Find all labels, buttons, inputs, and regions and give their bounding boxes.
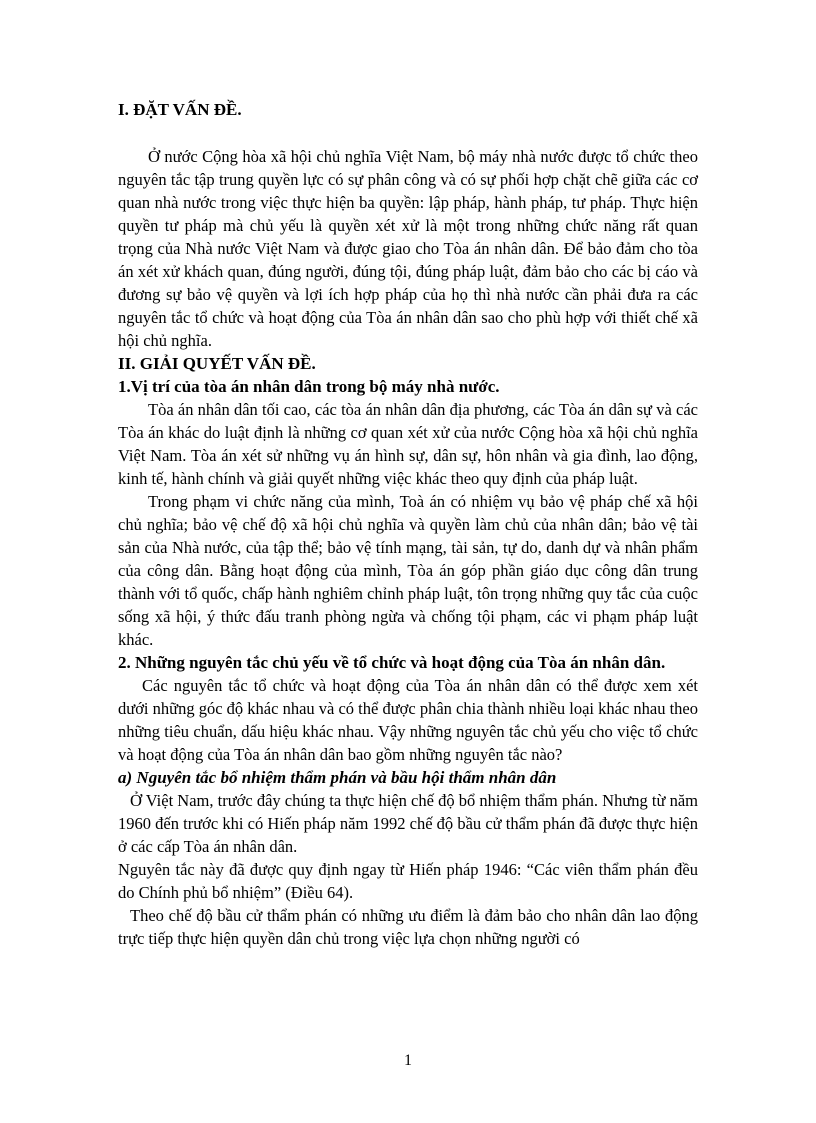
section-2-heading: II. GIẢI QUYẾT VẤN ĐỀ. bbox=[118, 354, 316, 373]
subsection-2a-heading: a) Nguyên tắc bổ nhiệm thẩm phán và bầu hội thẩm nhân dân bbox=[118, 768, 557, 787]
page-number: 1 bbox=[404, 1052, 412, 1069]
subsection-1-heading: 1.Vị trí của tòa án nhân dân trong bộ máy nhà nước. bbox=[118, 377, 500, 396]
section-1-paragraph: Ở nước Cộng hòa xã hội chủ nghĩa Việt Nam, bộ máy nhà nước được tổ chức theo nguyên tắc tập trung quyền lực có sự phân công và có sự phối hợp chặt chẽ giữa các cơ quan nhà nước trong việc thực hiện ba quyền: lập pháp, hành pháp, tư pháp. Thực hiện quyền tư pháp mà chủ yếu là quyền xét xử là một trong những chức năng rất quan trọng của Nhà nước Việt Nam và được giao cho Tòa án nhân dân. Để bảo đảm cho tòa án xét xử khách quan, đúng người, đúng tội, đúng pháp luật, đảm bảo cho các bị cáo và đương sự bảo vệ quyền và lợi ích hợp pháp của họ thì nhà nước cần phải đưa ra các nguyên tắc tổ chức và hoạt động của Tòa án nhân dân sao cho phù hợp với thiết chế xã hội chủ nghĩa. bbox=[118, 147, 698, 350]
document-page bbox=[118, 98, 698, 950]
subsection-2a-paragraph-1: Ở Việt Nam, trước đây chúng ta thực hiện chế độ bổ nhiệm thẩm phán. Nhưng từ năm 1960 đến trước khi có Hiến pháp năm 1992 chế độ bầu cử thẩm phán đã được thực hiện ở các cấp Tòa án nhân dân. bbox=[118, 791, 698, 856]
subsection-2a-paragraph-2: Nguyên tắc này đã được quy định ngay từ Hiến pháp 1946: “Các viên thẩm phán đều do Chính phủ bổ nhiệm” (Điều 64). bbox=[118, 860, 698, 902]
subsection-2-heading: 2. Những nguyên tắc chủ yếu về tổ chức và hoạt động của Tòa án nhân dân. bbox=[118, 653, 666, 672]
subsection-1-paragraph-1: Tòa án nhân dân tối cao, các tòa án nhân dân địa phương, các Tòa án dân sự và các Tòa án khác do luật định là những cơ quan xét xử của nước Cộng hòa xã hội chủ nghĩa Việt Nam. Tòa án xét sử những vụ án hình sự, dân sự, hôn nhân và gia đình, lao động, kinh tế, hành chính và giải quyết những việc khác theo quy định của pháp luật. bbox=[118, 400, 698, 488]
subsection-1-paragraph-2: Trong phạm vi chức năng của mình, Toà án có nhiệm vụ bảo vệ pháp chế xã hội chủ nghĩa; bảo vệ chế độ xã hội chủ nghĩa và quyền làm chủ của nhân dân; bảo vệ tài sản của Nhà nước, của tập thể; bảo vệ tính mạng, tài sản, tự do, danh dự và nhân phẩm của công dân. Bằng hoạt động của mình, Tòa án góp phần giáo dục công dân trung thành với tổ quốc, chấp hành nghiêm chỉnh pháp luật, tôn trọng những quy tắc của cuộc sống xã hội, ý thức đấu tranh phòng ngừa và chống tội phạm, các vi phạm pháp luật khác. bbox=[118, 492, 698, 649]
subsection-2a-paragraph-3: Theo chế độ bầu cử thẩm phán có những ưu điểm là đảm bảo cho nhân dân lao động trực tiếp thực hiện quyền dân chủ trong việc lựa chọn những người có bbox=[118, 906, 698, 948]
section-1-heading: I. ĐẶT VẤN ĐỀ. bbox=[118, 100, 242, 119]
subsection-2-paragraph: Các nguyên tắc tổ chức và hoạt động của Tòa án nhân dân có thể được xem xét dưới những góc độ khác nhau và có thể được phân chia thành nhiều loại khác nhau theo những tiêu chuẩn, dấu hiệu khác nhau. Vậy những nguyên tắc chủ yếu cho việc tổ chức và hoạt động của Tòa án nhân dân bao gồm những nguyên tắc nào? bbox=[118, 676, 698, 764]
